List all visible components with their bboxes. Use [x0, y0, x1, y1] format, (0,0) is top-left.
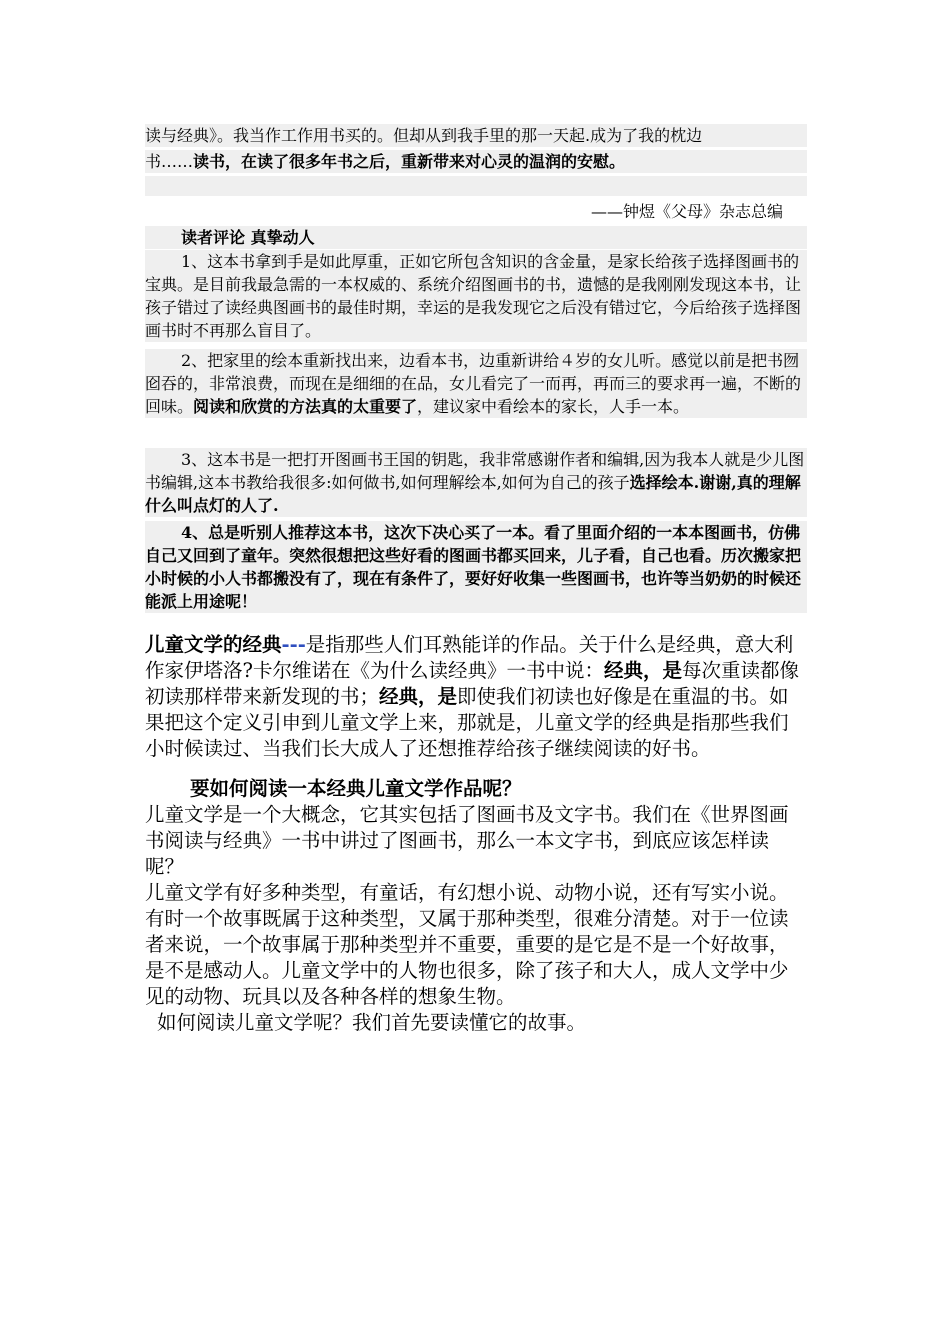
review-4: 4、总是听别人推荐这本书，这次下决心买了一本。看了里面介绍的一本本图画书，仿佛自己又回到了童年。突然很想把这些好看的图画书都买回来，儿子看，自己也看。历次搬家把小时候的小人书都搬没有了，现在有条件了，要好好收集一些图画书，也许等当奶奶的时候还能派上用途呢！ [145, 521, 807, 613]
review-1: 1、这本书拿到手是如此厚重，正如它所包含知识的含金量，是家长给孩子选择图画书的宝典。是目前我最急需的一本权威的、系统介绍图画书的书，遗憾的是我刚刚发现这本书，让孩子错过了读经典图画书的最佳时期，幸运的是我发现它之后没有错过它，今后给孩子选择图画书时不再那么盲目了。 [145, 250, 807, 342]
classics-paragraph-2: 儿童文学是一个大概念，它其实包括了图画书及文字书。我们在《世界图画书阅读与经典》一书中讲过了图画书，那么一本文字书，到底应该怎样读呢？ [145, 803, 789, 878]
classics-paragraph-3: 儿童文学有好多种类型，有童话，有幻想小说、动物小说，还有写实小说。有时一个故事既属于这种类型，又属于那种类型，很难分清楚。对于一位读者来说，一个故事属于那种类型并不重要，重要的是它是不是一个好故事，是不是感动人。儿童文学中的人物也很多，除了孩子和大人，成人文学中少见的动物、玩具以及各种各样的想象生物。 [145, 881, 789, 1008]
blank-shaded-line [145, 176, 807, 196]
classics-p1-c: 每次重读都像初读那样带来新发现的书； [145, 659, 799, 708]
intro-signature: ——钟煜《父母》杂志总编 [590, 202, 783, 221]
intro-line-2-plain: 书…… [145, 152, 194, 171]
review-3 [145, 448, 807, 517]
classics-dashes: --- [281, 633, 306, 656]
classics-p1-bold-1: 经典，是 [603, 659, 682, 682]
classics-p1-bold-2: 经典，是 [379, 685, 458, 708]
intro-line-1: 读与经典》。我当作工作用书买的。但却从到我手里的那一天起.成为了我的枕边 [145, 124, 807, 147]
intro-line-2 [145, 150, 807, 173]
review-2-text-after: ，建议家中看绘本的家长，人手一本。 [417, 397, 690, 416]
review-heading: 读者评论 真挚动人 [145, 226, 807, 249]
intro-line-2-bold: 读书，在读了很多年书之后，重新带来对心灵的温润的安慰。 [193, 152, 626, 171]
classics-paragraph-4: 如何阅读儿童文学呢？我们首先要读懂它的故事。 [157, 1011, 587, 1034]
review-2-text: 2、把家里的绘本重新找出来，边看本书，边重新讲给４岁的女儿听。感觉以前是把书囫囵吞的，非常浪费，而现在是细细的在品，女儿看完了一而再，再而三的要求再一遍，不断的回味。 [145, 351, 802, 416]
review-3-text: 3、这本书是一把打开图画书王国的钥匙，我非常感谢作者和编辑,因为我本人就是少儿图书编辑,这本书教给我很多:如何做书,如何理解绘本,如何为自己的孩子 [145, 450, 805, 492]
review-3-bold: 选择绘本.谢谢,真的理解什么叫点灯的人了. [145, 473, 801, 515]
classics-question: 要如何阅读一本经典儿童文学作品呢？ [190, 777, 522, 800]
classics-p1-a: 是指那些人们耳熟能详的作品。关于什么是经典，意大利作家伊塔洛?卡尔维诺在《为什么读经典》一书中说： [145, 633, 794, 682]
classics-p1-d: 即使我们初读也好像是在重温的书。如果把这个定义引申到儿童文学上来，那就是，儿童文学的经典是指那些我们小时候读过、当我们长大成人了还想推荐给孩子继续阅读的好书。 [145, 685, 789, 760]
review-2 [145, 349, 807, 418]
review-2-bold: 阅读和欣赏的方法真的太重要了 [193, 397, 418, 416]
classics-term: 儿童文学的经典 [145, 633, 282, 656]
classics-paragraph [145, 632, 807, 762]
